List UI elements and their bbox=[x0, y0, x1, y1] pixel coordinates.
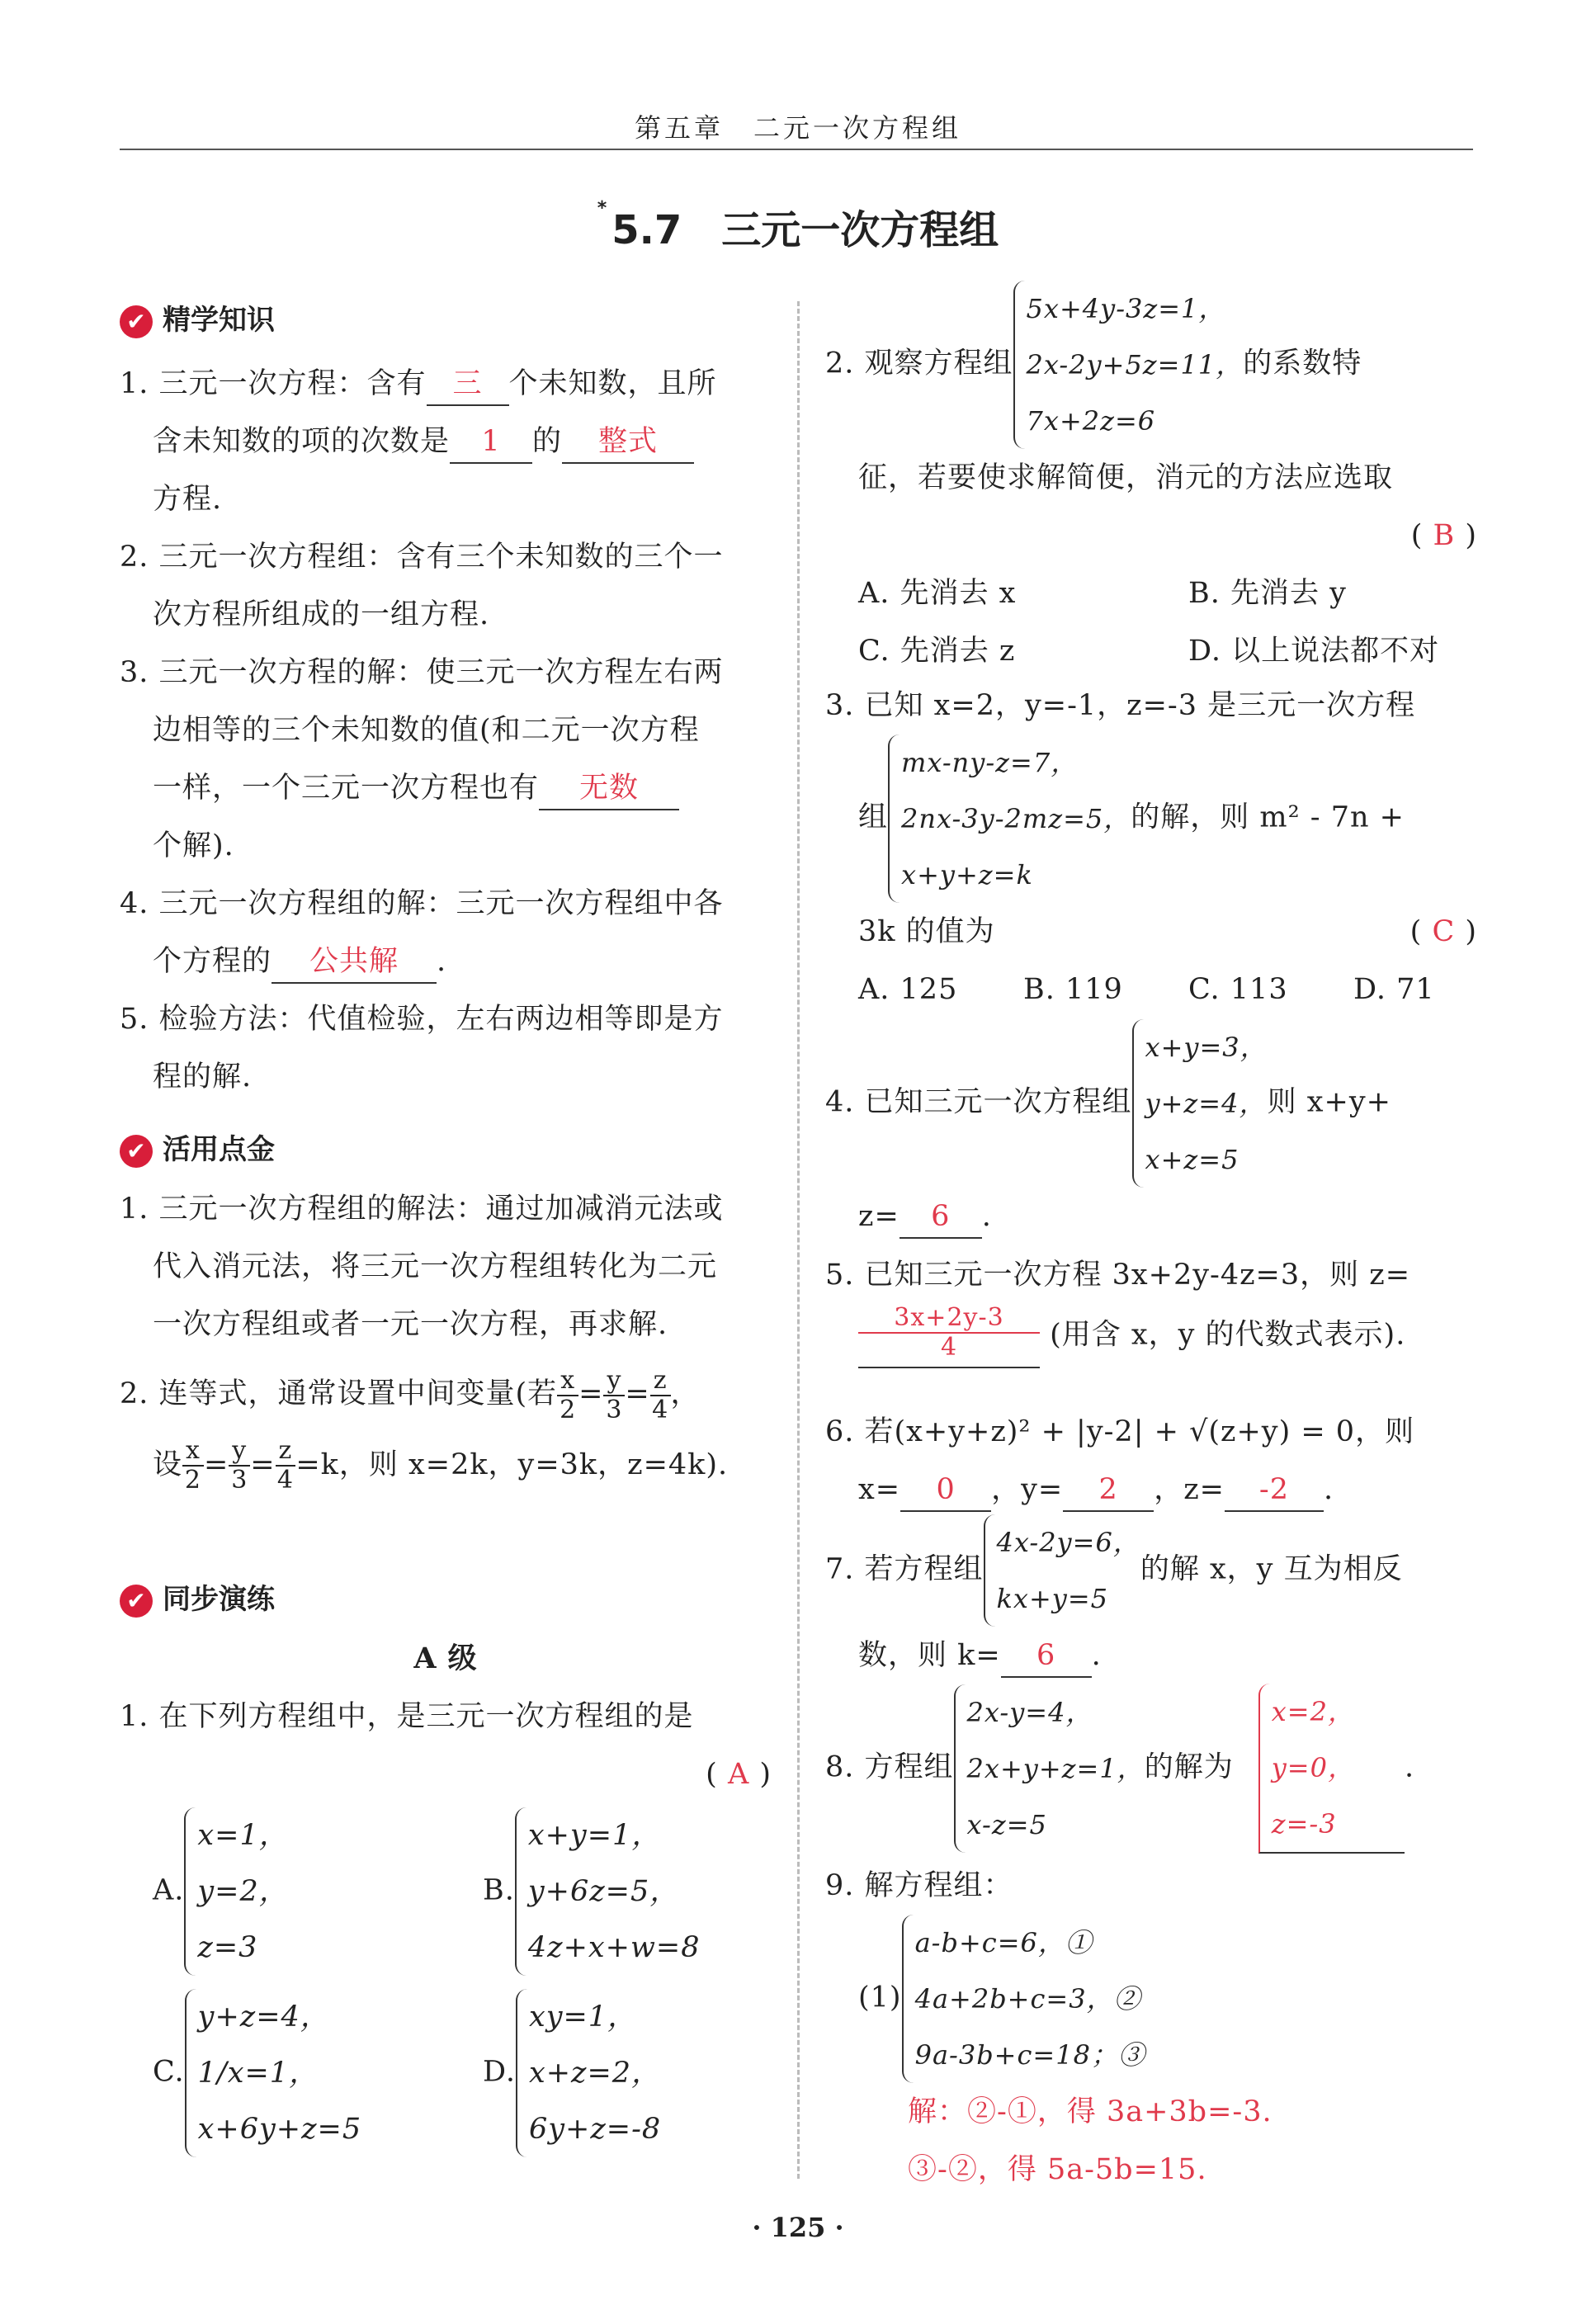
text: 的 bbox=[532, 425, 563, 458]
chapter-header: 第五章 二元一次方程组 bbox=[634, 112, 961, 144]
answer-blank: 0 bbox=[900, 1469, 991, 1512]
text: 5. 已知三元一次方程 3x+2y-4z=3，则 z= bbox=[825, 1259, 1411, 1292]
label: A. bbox=[153, 1873, 185, 1907]
question-2: 2. 观察方程组 5x+4y-3z=1， 2x-2y+5z=11， 7x+2z=6 的系数特 征，若要使求解简便，消元的方法应选取 ( B ) A. 先消去 x B. 先消去 y C. 先消去 z D. 以上说法都不对 bbox=[825, 281, 1477, 680]
answer: A bbox=[727, 1758, 750, 1791]
question-1: 1. 在下列方程组中，是三元一次方程组的是 ( A ) bbox=[120, 1688, 772, 1803]
text: 6. 若(x+y+z)² + |y-2| + √(z+y) = 0，则 bbox=[825, 1415, 1415, 1448]
level-label: A 级 bbox=[413, 1641, 478, 1675]
text: 含未知数的项的次数是 bbox=[153, 425, 451, 458]
answer-blank: 6 bbox=[1001, 1635, 1092, 1678]
label: (1) bbox=[858, 1981, 902, 2015]
label: B. bbox=[483, 1873, 515, 1907]
page-number: · 125 · bbox=[752, 2212, 844, 2243]
text: 8. 方程组 bbox=[825, 1750, 954, 1784]
text: 次方程所组成的一组方程. bbox=[153, 598, 490, 631]
section-tongbu bbox=[120, 1576, 275, 1618]
question-5 bbox=[825, 1246, 1477, 1368]
text: 的系数特 bbox=[1243, 347, 1362, 380]
text: 2. 观察方程组 bbox=[825, 347, 1013, 380]
option-d: D. xy=1， x+z=2， 6y+z=-8 bbox=[483, 1989, 661, 2157]
knowledge-block bbox=[120, 355, 772, 1106]
text: z= bbox=[858, 1200, 900, 1233]
text: 4. 三元一次方程组的解：三元一次方程组中各 bbox=[120, 887, 724, 920]
text: 组 bbox=[858, 801, 889, 834]
option-c: C. y+z=4， 1/x=1， x+6y+z=5 bbox=[153, 1989, 361, 2157]
section-huoyong bbox=[120, 1127, 275, 1168]
answer-blank: 6 bbox=[900, 1196, 982, 1239]
option-b: B. x+y=1， y+6z=5， 4z+x+w=8 bbox=[483, 1807, 701, 1976]
text: 2. 连等式，通常设置中间变量(若 bbox=[120, 1377, 558, 1410]
text: 征，若要使求解简便，消元的方法应选取 bbox=[858, 461, 1394, 494]
solution-step: ③-②，得 5a-5b=15. bbox=[908, 2153, 1207, 2186]
section-jingxue bbox=[120, 297, 275, 338]
answer-denominator: 4 bbox=[940, 1333, 958, 1362]
section-label: 同步演练 bbox=[163, 1583, 275, 1616]
answer: C bbox=[1432, 915, 1456, 948]
answer-blank: 无数 bbox=[539, 768, 679, 810]
header-rule bbox=[120, 149, 1473, 150]
text: 个方程的 bbox=[153, 945, 272, 978]
text: 则 x+y+ bbox=[1267, 1085, 1391, 1119]
question-8: 8. 方程组 2x-y=4， 2x+y+z=1， x-z=5 的解为 x=2， y=0， z=-3 . bbox=[825, 1684, 1477, 1854]
title-mark: * bbox=[597, 198, 607, 219]
text: 代入消元法，将三元一次方程组转化为二元 bbox=[153, 1250, 718, 1283]
text: 7. 若方程组 bbox=[825, 1552, 984, 1586]
text: =k，则 x=2k，y=3k，z=4k). bbox=[295, 1448, 729, 1481]
text: 方程. bbox=[153, 483, 223, 516]
answer-blank: 2 bbox=[1063, 1469, 1154, 1512]
text: 1. 三元一次方程：含有 bbox=[120, 367, 427, 400]
text: (用含 x，y 的代数式表示). bbox=[1050, 1318, 1406, 1352]
option-a: A. x=1， y=2， z=3 bbox=[153, 1807, 289, 1976]
text: 边相等的三个未知数的值(和二元一次方程 bbox=[153, 714, 700, 747]
text: 5. 检验方法：代值检验，左右两边相等即是方 bbox=[120, 1003, 724, 1036]
text: 的解，则 m² - 7n + bbox=[1131, 801, 1405, 834]
text: 3. 已知 x=2，y=-1，z=-3 是三元一次方程 bbox=[825, 689, 1416, 722]
check-icon: ✔ bbox=[120, 1135, 153, 1168]
text: 3. 三元一次方程的解：使三元一次方程左右两 bbox=[120, 656, 724, 689]
label: D. bbox=[483, 2055, 516, 2089]
tips-block: 1. 三元一次方程组的解法：通过加减消元法或 代入消元法，将三元一次方程组转化为二元 一次方程组或者一元一次方程，再求解. 2. 连等式，通常设置中间变量(若 $\frac{x}{2}$ = $\frac{y}{3}$ = $\frac{z}{4}$ ， 设 $\frac{x}{2}$ = $\frac{y}{3}$ = $\frac{z}{4}$ =k，则 x=2k，y=3k，z=4k). bbox=[120, 1180, 772, 1495]
question-9: 9. 解方程组： (1) a-b+c=6，① 4a+2b+c=3，② 9a-3b+c=18；③ 解：②-①，得 3a+3b=-3. ③-②，得 5a-5b=15. bbox=[825, 1857, 1477, 2199]
answer-blank: 公共解 bbox=[272, 941, 437, 984]
text: 的解为 bbox=[1144, 1750, 1234, 1784]
solution-step: 解：②-①，得 3a+3b=-3. bbox=[908, 2095, 1273, 2128]
label: C. bbox=[153, 2055, 185, 2089]
section-title bbox=[0, 198, 1596, 255]
text: 个解). bbox=[153, 829, 234, 862]
text: 数，则 k= bbox=[858, 1639, 1001, 1672]
text: 程的解. bbox=[153, 1060, 253, 1094]
text: 的解 x，y 互为相反 bbox=[1140, 1552, 1403, 1586]
section-label: 精学知识 bbox=[163, 304, 275, 337]
answer-blank: -2 bbox=[1225, 1469, 1324, 1512]
column-divider bbox=[797, 301, 800, 2179]
text: . bbox=[437, 945, 447, 978]
text: 设 bbox=[153, 1448, 183, 1481]
question-6: 6. 若(x+y+z)² + |y-2| + √(z+y) = 0，则 x= 0 ，y= 2 ，z= -2 . bbox=[825, 1403, 1477, 1519]
text: 1. 在下列方程组中，是三元一次方程组的是 bbox=[120, 1700, 694, 1733]
text: 1. 三元一次方程组的解法：通过加减消元法或 bbox=[120, 1193, 724, 1226]
answer-blank: 三 bbox=[427, 363, 509, 406]
answer-blank: 整式 bbox=[562, 421, 694, 464]
text: 4. 已知三元一次方程组 bbox=[825, 1085, 1132, 1119]
question-7: 7. 若方程组 4x-2y=6， kx+y=5 的解 x，y 互为相反 数，则 k= 6 . bbox=[825, 1514, 1477, 1684]
text: 一次方程组或者一元一次方程，再求解. bbox=[153, 1308, 668, 1341]
answer-numerator: 3x+2y-3 bbox=[858, 1304, 1040, 1334]
answer: B bbox=[1433, 519, 1456, 552]
section-label: 活用点金 bbox=[163, 1133, 275, 1166]
check-icon: ✔ bbox=[120, 1585, 153, 1618]
text: 9. 解方程组： bbox=[825, 1869, 1013, 1902]
answer-blank: 1 bbox=[450, 421, 532, 464]
text: 2. 三元一次方程组：含有三个未知数的三个一 bbox=[120, 541, 724, 574]
question-3: 3. 已知 x=2，y=-1，z=-3 是三元一次方程 组 mx-ny-z=7， 2nx-3y-2mz=5， x+y+z=k 的解，则 m² - 7n + 3k 的值为 ( C ) A. 125 B. 119 C. 113 D. 71 bbox=[825, 677, 1477, 1018]
text: 个未知数，且所 bbox=[508, 367, 717, 400]
title-text: 5.7 三元一次方程组 bbox=[611, 207, 999, 253]
check-icon: ✔ bbox=[120, 305, 153, 338]
text: 3k 的值为 bbox=[858, 915, 995, 948]
text: 一样，一个三元一次方程也有 bbox=[153, 772, 540, 805]
question-4: 4. 已知三元一次方程组 x+y=3， y+z=4， x+z=5 则 x+y+ z= 6 . bbox=[825, 1019, 1477, 1245]
